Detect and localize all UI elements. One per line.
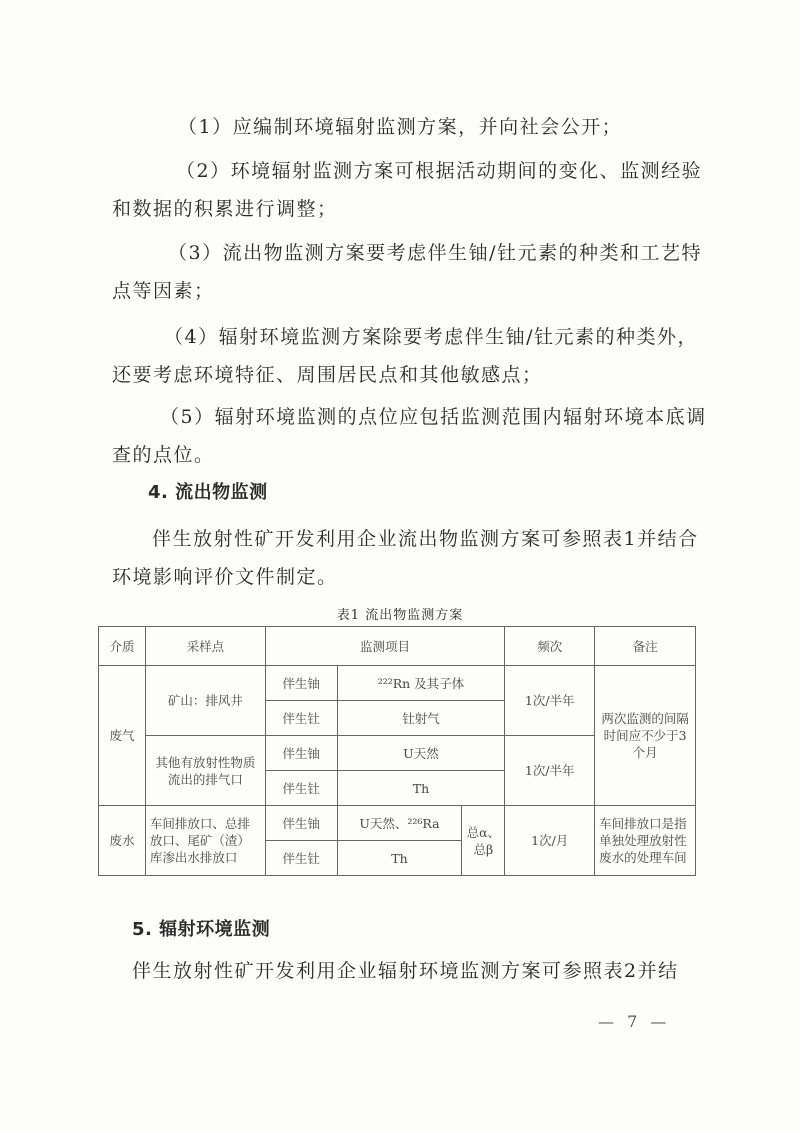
table-caption: 表1 流出物监测方案: [336, 608, 464, 623]
cell-site-other-exhaust: 其他有放射性物质流出的排气口: [145, 736, 265, 806]
paragraph-4: （4）辐射环境监测方案除要考虑伴生铀/钍元素的种类外，还要考虑环境特征、周围居民点和其他敏感点；: [112, 326, 698, 386]
page-number: — 7 —: [598, 1012, 671, 1031]
cell-frequency: 1次/半年: [505, 736, 595, 806]
cell-medium-exhaust: 废气: [99, 666, 146, 806]
cell-uranium-label: 伴生铀: [265, 736, 337, 771]
cell-natural-uranium-item: U天然: [337, 736, 505, 771]
cell-uranium-radium-item: U天然、²²⁶Ra: [337, 806, 462, 841]
cell-remark-exhaust: 两次监测的间隔时间应不少于3个月: [595, 666, 696, 806]
effluent-monitoring-table: [98, 626, 696, 876]
section-5-heading: 5. 辐射环境监测: [132, 919, 271, 940]
cell-frequency: 1次/月: [505, 806, 595, 876]
header-monitoring-items: 监测项目: [265, 627, 505, 666]
cell-remark-wastewater: 车间排放口是指单独处理放射性废水的处理车间: [595, 806, 696, 876]
cell-radon-item: ²²²Rn 及其子体: [337, 666, 505, 701]
cell-site-mine-vent: 矿山：排风井: [145, 666, 265, 736]
cell-gross-alpha-beta: 总α、总β: [462, 806, 505, 876]
cell-thorium-item: Th: [337, 771, 505, 806]
cell-thorium-item: Th: [337, 841, 462, 876]
header-medium: 介质: [99, 627, 146, 666]
cell-thorium-label: 伴生钍: [265, 771, 337, 806]
table-row: [99, 666, 696, 701]
section-5-body: 伴生放射性矿开发利用企业辐射环境监测方案可参照表2并结: [132, 960, 679, 982]
section-4-heading: 4. 流出物监测: [148, 482, 268, 503]
cell-thorium-label: 伴生钍: [265, 701, 337, 736]
cell-site-wastewater: 车间排放口、总排放口、尾矿（渣）库渗出水排放口: [145, 806, 265, 876]
paragraph-5: （5）辐射环境监测的点位应包括监测范围内辐射环境本底调查的点位。: [112, 406, 707, 466]
paragraph-2: （2）环境辐射监测方案可根据活动期间的变化、监测经验和数据的积累进行调整；: [112, 160, 703, 220]
cell-frequency: 1次/半年: [505, 666, 595, 736]
cell-uranium-label: 伴生铀: [265, 666, 337, 701]
header-sampling-site: 采样点: [145, 627, 265, 666]
cell-thoron-item: 钍射气: [337, 701, 505, 736]
paragraph-3: （3）流出物监测方案要考虑伴生铀/钍元素的种类和工艺特点等因素；: [112, 242, 702, 302]
cell-medium-wastewater: 废水: [99, 806, 146, 876]
cell-thorium-label: 伴生钍: [265, 841, 337, 876]
table-header-row: [99, 627, 696, 666]
header-frequency: 频次: [505, 627, 595, 666]
section-4-body: 伴生放射性矿开发利用企业流出物监测方案可参照表1并结合环境影响评价文件制定。: [112, 528, 699, 588]
paragraph-1: （1）应编制环境辐射监测方案，并向社会公开；: [178, 116, 623, 138]
header-remarks: 备注: [595, 627, 696, 666]
cell-uranium-label: 伴生铀: [265, 806, 337, 841]
table-row: [99, 806, 696, 841]
